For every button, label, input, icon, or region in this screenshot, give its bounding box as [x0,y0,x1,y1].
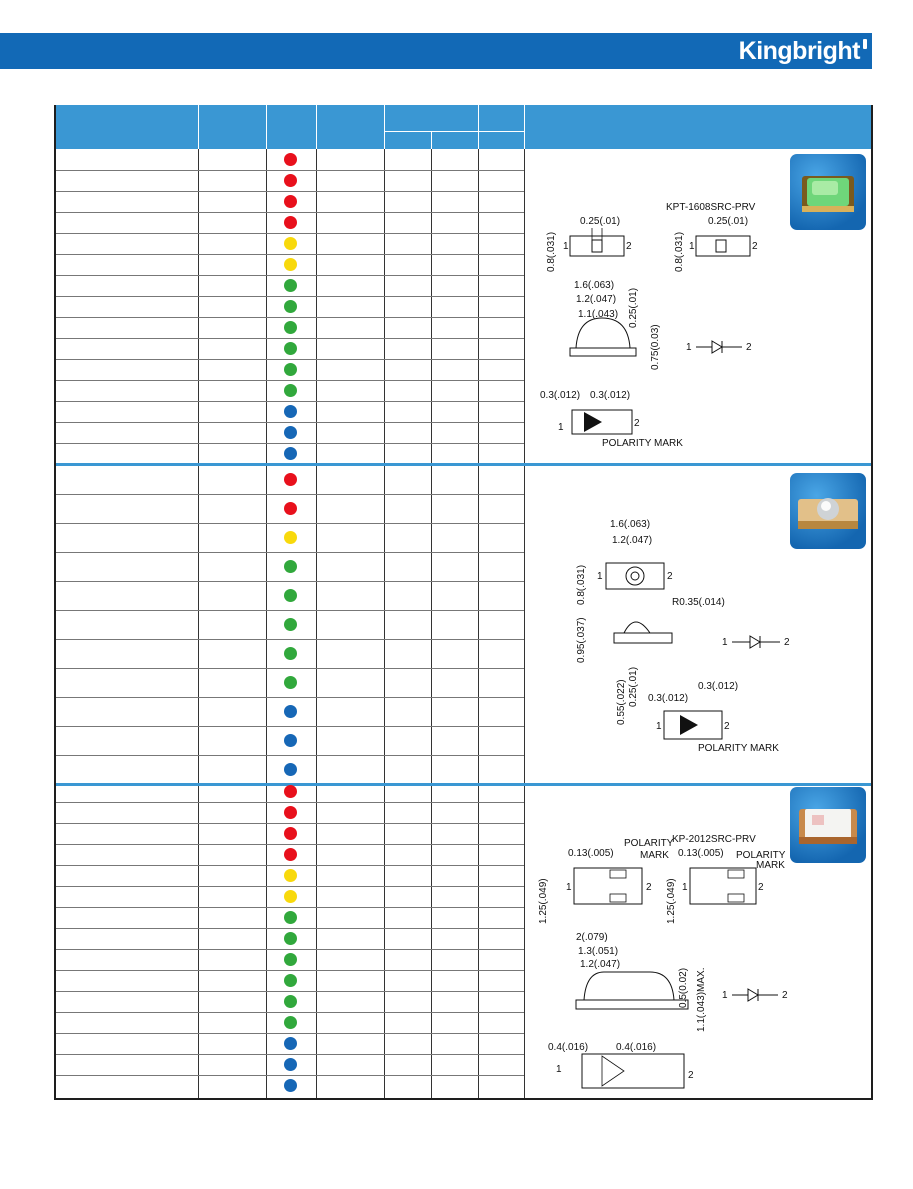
led-color-green-icon [284,560,297,573]
row-divider [56,422,524,423]
row-divider [56,233,524,234]
row-divider [56,581,524,582]
row-divider [56,170,524,171]
section-separator [56,463,871,466]
led-color-red-icon [284,848,297,861]
row-divider [56,639,524,640]
svg-text:2: 2 [724,721,730,732]
svg-text:2: 2 [688,1070,694,1081]
led-color-blue-icon [284,705,297,718]
svg-text:KP-2012SRC-PRV: KP-2012SRC-PRV [672,834,756,845]
svg-text:POLARITY MARK: POLARITY MARK [602,438,683,449]
product-table [54,105,873,1100]
row-divider [56,668,524,669]
table-header [56,105,871,149]
row-divider [56,949,524,950]
row-divider [56,823,524,824]
svg-text:1.6(.063): 1.6(.063) [574,280,615,291]
svg-text:1.3(.051): 1.3(.051) [578,946,619,957]
svg-text:2(.079): 2(.079) [576,932,608,943]
row-divider [56,494,524,495]
led-color-blue-icon [284,1079,297,1092]
led-color-green-icon [284,995,297,1008]
led-color-green-icon [284,911,297,924]
svg-text:1: 1 [566,882,572,893]
svg-text:0.25(.01): 0.25(.01) [580,216,621,227]
row-divider [56,1075,524,1076]
row-divider [56,697,524,698]
svg-text:2: 2 [646,882,652,893]
led-color-yellow-icon [284,237,297,250]
led-color-blue-icon [284,734,297,747]
row-divider [56,254,524,255]
row-divider [56,380,524,381]
part-label-1: KPT-1608SRC-PRV [666,202,756,213]
svg-text:0.5(0.02): 0.5(0.02) [678,967,689,1008]
svg-text:1: 1 [656,721,662,732]
svg-text:0.3(.012): 0.3(.012) [590,390,631,401]
led-color-yellow-icon [284,869,297,882]
svg-text:1: 1 [682,882,688,893]
led-color-green-icon [284,618,297,631]
svg-text:1.25(.049): 1.25(.049) [538,878,549,924]
svg-text:R0.35(.014): R0.35(.014) [672,597,725,608]
svg-text:0.25(.01): 0.25(.01) [708,216,749,227]
led-color-blue-icon [284,763,297,776]
led-color-green-icon [284,676,297,689]
row-divider [56,1033,524,1034]
svg-text:0.13(.005): 0.13(.005) [568,848,614,859]
dimension-drawing-3 [532,832,822,1092]
led-color-red-icon [284,806,297,819]
svg-text:1: 1 [722,990,728,1001]
svg-text:2: 2 [746,342,752,353]
led-color-yellow-icon [284,531,297,544]
row-divider [56,338,524,339]
svg-text:0.8(.031): 0.8(.031) [576,564,587,605]
svg-text:0.25(.01): 0.25(.01) [628,287,639,328]
led-color-blue-icon [284,447,297,460]
row-divider [56,523,524,524]
brand-logo: Kingbright [739,37,860,66]
led-color-yellow-icon [284,890,297,903]
led-color-green-icon [284,279,297,292]
svg-text:1: 1 [689,241,695,252]
svg-text:0.75(0.03): 0.75(0.03) [650,324,661,370]
svg-text:2: 2 [784,637,790,648]
svg-text:2: 2 [758,882,764,893]
row-divider [56,317,524,318]
led-color-blue-icon [284,426,297,439]
svg-text:1.6(.063): 1.6(.063) [610,519,651,530]
svg-text:1.2(.047): 1.2(.047) [580,959,621,970]
svg-text:0.4(.016): 0.4(.016) [616,1042,657,1053]
led-color-green-icon [284,321,297,334]
row-divider [56,755,524,756]
svg-text:0.3(.012): 0.3(.012) [698,681,739,692]
svg-text:0.95(.037): 0.95(.037) [576,617,587,663]
svg-text:0.55(.022): 0.55(.022) [616,679,627,725]
row-divider [56,1054,524,1055]
row-divider [56,552,524,553]
svg-text:0.3(.012): 0.3(.012) [648,693,689,704]
svg-text:2: 2 [634,418,640,429]
svg-text:1.1(.043): 1.1(.043) [578,309,619,320]
svg-text:0.4(.016): 0.4(.016) [548,1042,589,1053]
led-color-green-icon [284,974,297,987]
led-color-red-icon [284,153,297,166]
row-divider [56,802,524,803]
row-divider [56,844,524,845]
svg-text:2: 2 [752,241,758,252]
svg-text:1: 1 [563,241,569,252]
svg-text:0.8(.031): 0.8(.031) [546,231,557,272]
led-color-green-icon [284,1016,297,1029]
svg-text:1.25(.049): 1.25(.049) [666,878,677,924]
section-separator [56,783,871,786]
svg-text:1: 1 [597,571,603,582]
svg-text:0.25(.01): 0.25(.01) [628,666,639,707]
svg-text:0.13(.005): 0.13(.005) [678,848,724,859]
svg-text:2: 2 [626,241,632,252]
row-divider [56,191,524,192]
led-color-green-icon [284,300,297,313]
svg-text:MARK: MARK [756,860,785,871]
row-divider [56,1012,524,1013]
svg-text:1.2(.047): 1.2(.047) [612,535,653,546]
led-color-red-icon [284,216,297,229]
svg-text:POLARITY: POLARITY [624,838,674,849]
row-divider [56,991,524,992]
row-divider [56,296,524,297]
led-color-green-icon [284,647,297,660]
header-bar [0,33,872,69]
led-color-green-icon [284,363,297,376]
svg-text:POLARITY: POLARITY [736,850,786,861]
svg-text:1: 1 [686,342,692,353]
row-divider [56,886,524,887]
row-divider [56,865,524,866]
led-color-blue-icon [284,405,297,418]
svg-text:MARK: MARK [640,850,669,861]
row-divider [56,359,524,360]
led-color-green-icon [284,342,297,355]
svg-text:2: 2 [667,571,673,582]
row-divider [56,970,524,971]
row-divider [56,610,524,611]
row-divider [56,212,524,213]
led-color-red-icon [284,195,297,208]
led-color-green-icon [284,384,297,397]
led-color-red-icon [284,502,297,515]
led-color-red-icon [284,785,297,798]
svg-text:0.8(.031): 0.8(.031) [674,231,685,272]
svg-text:0.3(.012): 0.3(.012) [540,390,581,401]
led-color-red-icon [284,827,297,840]
svg-text:2: 2 [782,990,788,1001]
row-divider [56,726,524,727]
dimension-drawing-2 [564,515,834,755]
row-divider [56,443,524,444]
svg-text:1: 1 [556,1064,562,1075]
led-color-green-icon [284,589,297,602]
led-color-blue-icon [284,1037,297,1050]
svg-text:POLARITY MARK: POLARITY MARK [698,743,779,754]
led-color-blue-icon [284,1058,297,1071]
row-divider [56,928,524,929]
led-color-green-icon [284,932,297,945]
svg-text:1: 1 [722,637,728,648]
svg-text:1: 1 [558,422,564,433]
svg-text:1.1(.043)MAX.: 1.1(.043)MAX. [696,967,707,1032]
row-divider [56,401,524,402]
led-color-green-icon [284,953,297,966]
led-color-yellow-icon [284,258,297,271]
row-divider [56,907,524,908]
svg-text:1.2(.047): 1.2(.047) [576,294,617,305]
led-color-red-icon [284,473,297,486]
row-divider [56,275,524,276]
led-color-red-icon [284,174,297,187]
dimension-drawing-1 [526,200,816,450]
